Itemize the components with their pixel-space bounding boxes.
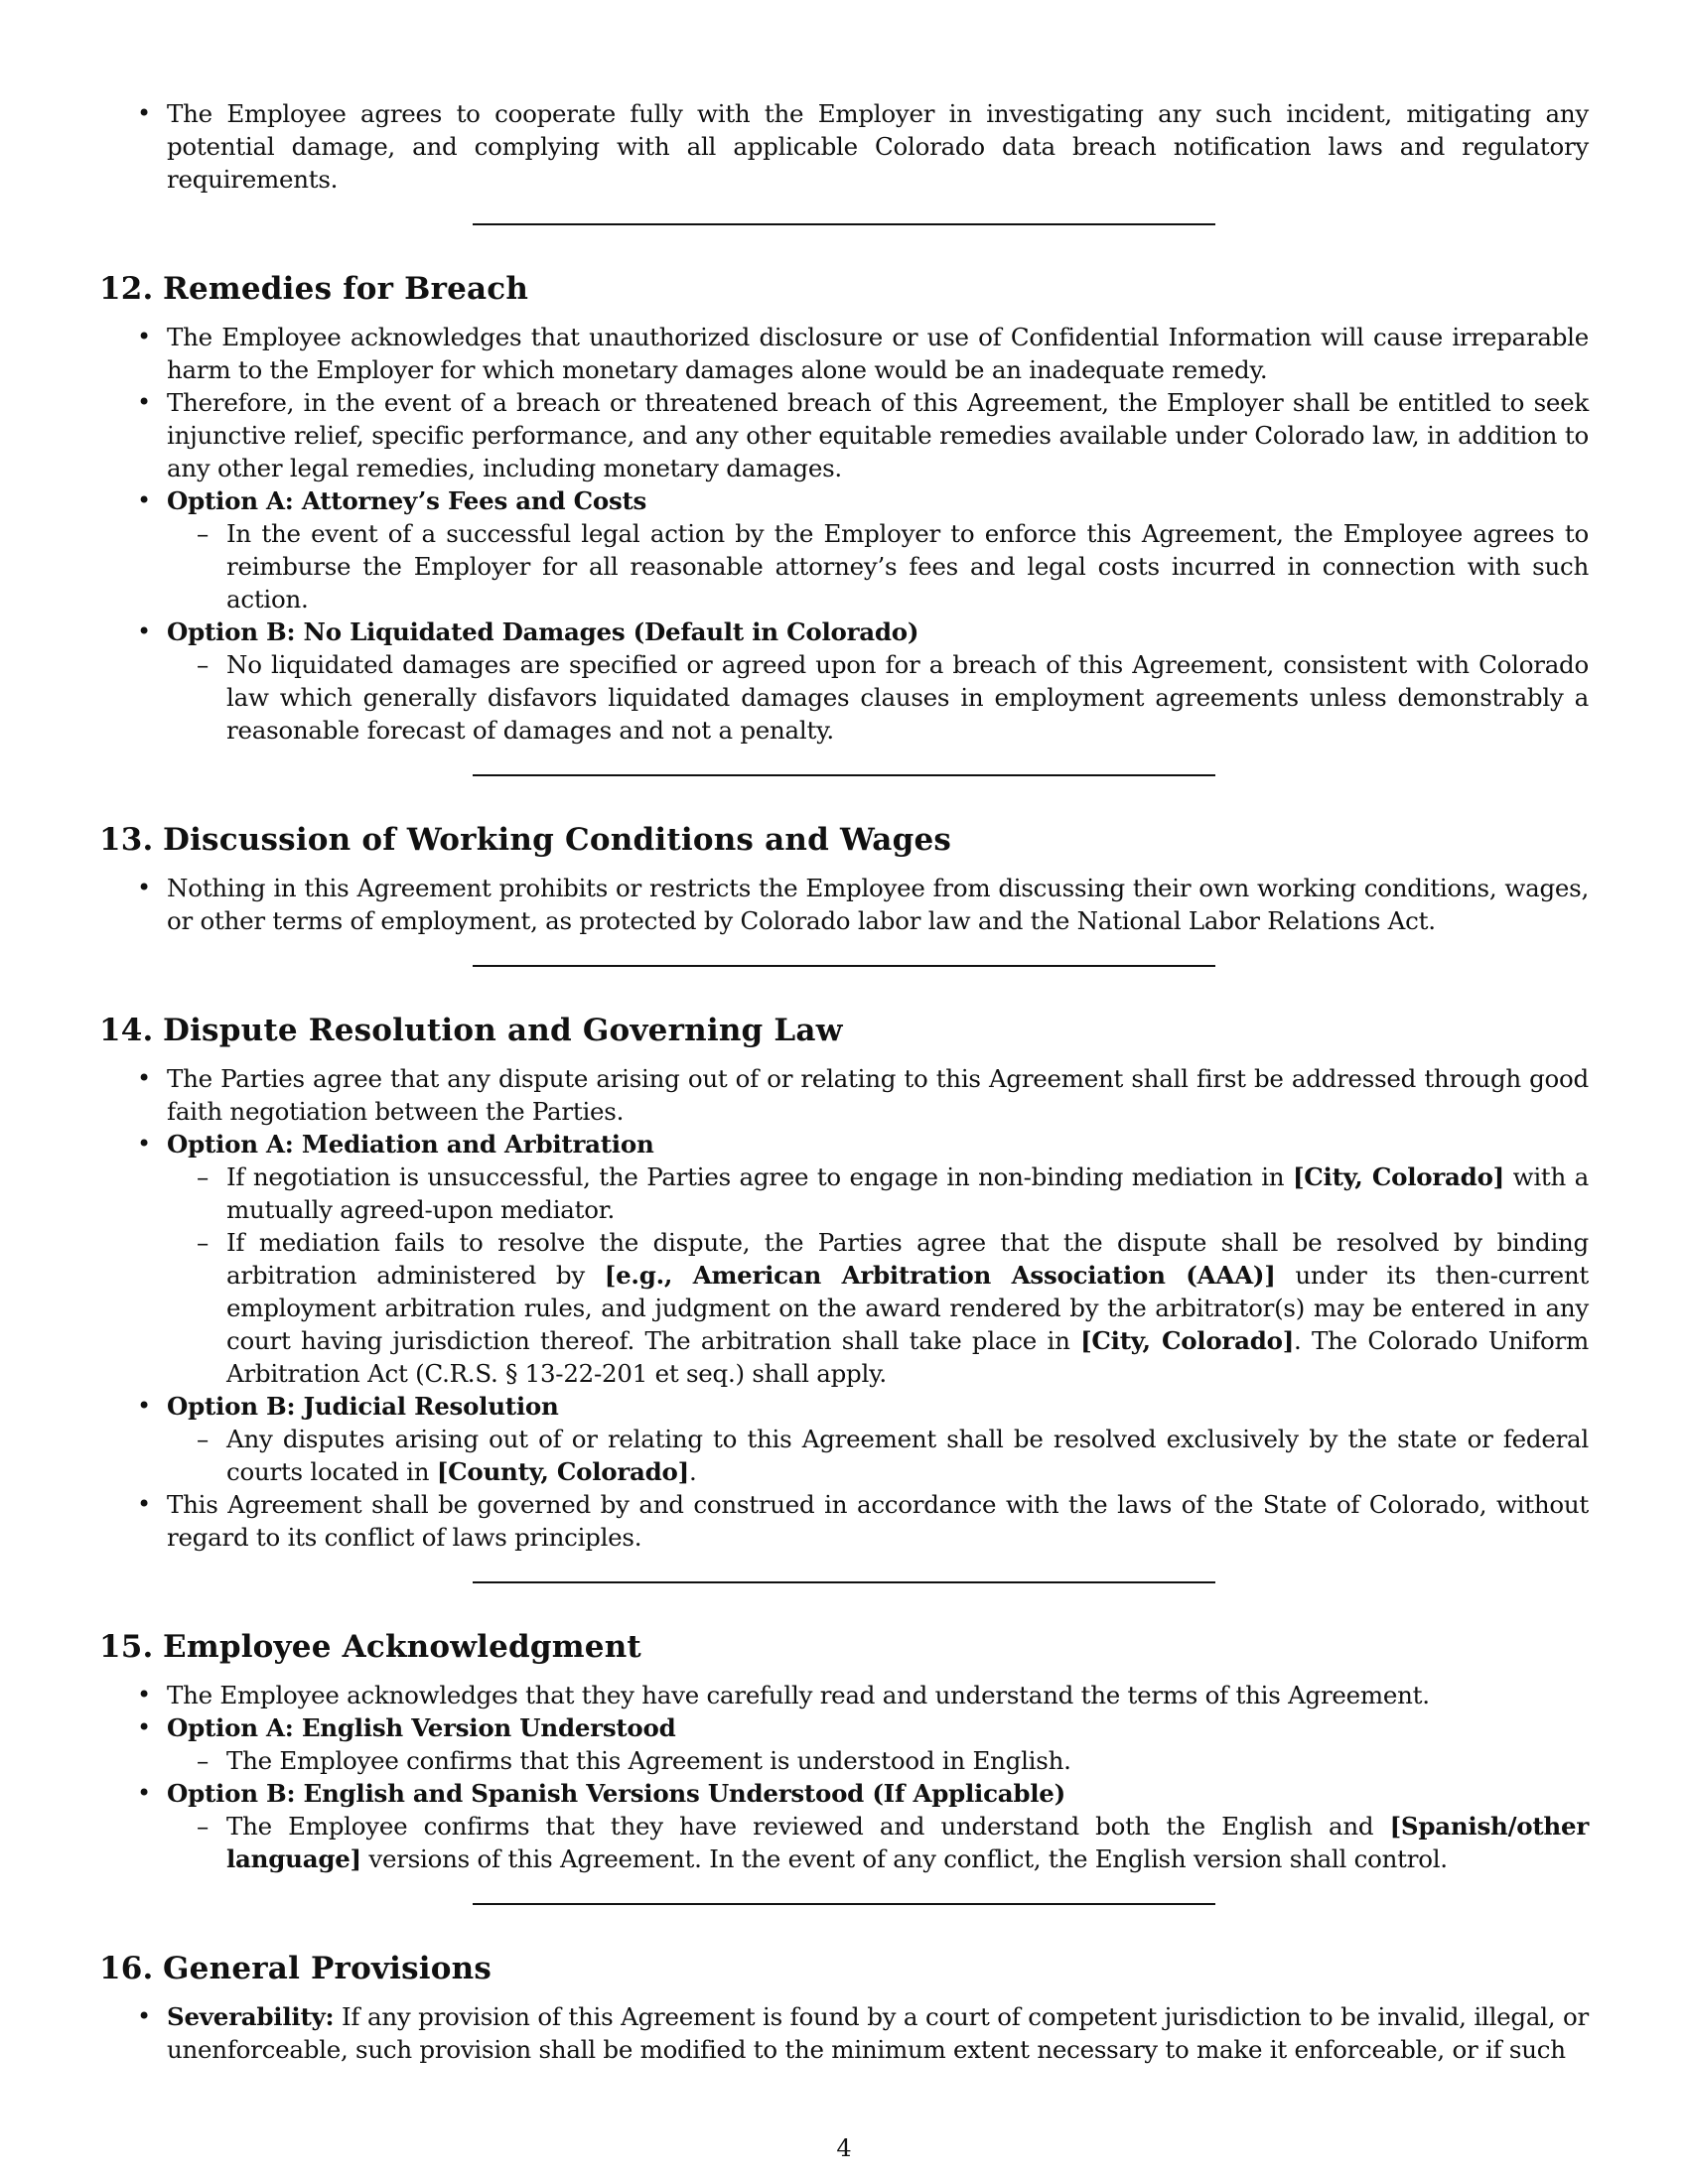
list-item: • The Employee acknowledges that they have carefully read and understand the terms of this Agreement. — [99, 1679, 1589, 1711]
section-number: 12. — [99, 271, 154, 307]
option-label: Option B: English and Spanish Versions Understood (If Applicable) — [167, 1779, 1065, 1808]
text-run: If negotiation is unsuccessful, the Parties agree to engage in non-binding mediation in — [226, 1162, 1293, 1191]
text-run: If any provision of this Agreement is found by a court of competent jurisdiction to be invalid, illegal, or unenforceable, such provision shall be modified to the minimum extent necessary to make it enforceable, or if such — [167, 2002, 1589, 2064]
option-b-detail: – No liquidated damages are specified or agreed upon for a breach of this Agreement, consistent with Colorado law which generally disfavors liquidated damages clauses in employment agreements unless demonstrably a reasonable forecast of damages and not a penalty. — [99, 648, 1589, 747]
text-run: versions of this Agreement. In the event of any conflict, the English version shall control. — [360, 1844, 1448, 1873]
option-label: Option B: No Liquidated Damages (Default in Colorado) — [167, 617, 919, 646]
page-number: 4 — [836, 2134, 852, 2162]
section-16-heading — [99, 1949, 1589, 1988]
text-run: Any disputes arising out of or relating to this Agreement shall be resolved exclusively by the state or federal courts located in — [226, 1425, 1589, 1486]
option-a-detail: – In the event of a successful legal action by the Employer to enforce this Agreement, the Employee agrees to reimburse the Employer for all reasonable attorney’s fees and legal costs incurred in connection with such action. — [99, 517, 1589, 615]
intro-list — [99, 97, 1589, 196]
option-label: Option A: Attorney’s Fees and Costs — [167, 486, 647, 515]
text-run: under its then-current employment arbitration rules, and judgment on the award rendered by the arbitrator(s) may be entered in any court having jurisdiction thereof. The arbitration shall take place in — [226, 1261, 1589, 1355]
section-divider — [473, 774, 1215, 776]
document-page — [99, 99, 1589, 2066]
option-a-detail — [99, 1160, 1589, 1226]
option-a-item — [99, 1711, 1589, 1744]
section-number: 14. — [99, 1013, 154, 1048]
option-a-detail — [99, 1226, 1589, 1390]
section-number: 15. — [99, 1629, 154, 1665]
section-14-heading — [99, 1011, 1589, 1050]
option-a-item — [99, 484, 1589, 517]
list-item: • This Agreement shall be governed by and construed in accordance with the laws of the State of Colorado, without regard to its conflict of laws principles. — [99, 1488, 1589, 1554]
option-b-item — [99, 1390, 1589, 1423]
list-item: • Therefore, in the event of a breach or threatened breach of this Agreement, the Employer shall be entitled to seek injunctive relief, specific performance, and any other equitable remedies available under Colorado law, in addition to any other legal remedies, including monetary damages. — [99, 386, 1589, 484]
option-b-detail — [99, 1810, 1589, 1875]
section-15-list — [99, 1679, 1589, 1875]
section-divider — [473, 1903, 1215, 1905]
section-16-list — [99, 2000, 1589, 2066]
section-13-list — [99, 872, 1589, 937]
section-number: 16. — [99, 1951, 154, 1986]
section-13-heading — [99, 820, 1589, 860]
text-run: with a mutually agreed-upon mediator. — [226, 1162, 1589, 1224]
placeholder-county: [County, Colorado] — [436, 1457, 689, 1486]
option-b-item — [99, 615, 1589, 648]
list-item — [99, 2000, 1589, 2066]
section-title: Discussion of Working Conditions and Wages — [163, 822, 952, 858]
placeholder-language: [Spanish/other language] — [226, 1812, 1589, 1873]
section-15-heading — [99, 1627, 1589, 1667]
section-title: Dispute Resolution and Governing Law — [163, 1013, 843, 1048]
section-divider — [473, 965, 1215, 967]
severability-label: Severability: — [167, 2002, 335, 2031]
section-12-list — [99, 321, 1589, 747]
option-a-detail: – The Employee confirms that this Agreement is understood in English. — [99, 1744, 1589, 1777]
section-divider — [473, 223, 1215, 225]
list-item: • The Parties agree that any dispute arising out of or relating to this Agreement shall first be addressed through good faith negotiation between the Parties. — [99, 1062, 1589, 1128]
option-label: Option A: Mediation and Arbitration — [167, 1130, 654, 1159]
placeholder-city: [City, Colorado] — [1080, 1326, 1295, 1355]
placeholder-city: [City, Colorado] — [1292, 1162, 1504, 1191]
option-label: Option B: Judicial Resolution — [167, 1392, 559, 1421]
text-run: . The Colorado Uniform Arbitration Act (C.R.S. § 13-22-201 et seq.) shall apply. — [226, 1326, 1589, 1388]
section-12-heading — [99, 269, 1589, 309]
section-14-list — [99, 1062, 1589, 1554]
option-label: Option A: English Version Understood — [167, 1713, 676, 1742]
list-item: • Nothing in this Agreement prohibits or restricts the Employee from discussing their own working conditions, wages, or other terms of employment, as protected by Colorado labor law and the National Labor Relations Act. — [99, 872, 1589, 937]
section-divider — [473, 1581, 1215, 1583]
section-title: Employee Acknowledgment — [163, 1629, 641, 1665]
option-b-item — [99, 1777, 1589, 1810]
section-number: 13. — [99, 822, 154, 858]
option-b-detail — [99, 1423, 1589, 1488]
text-run: . — [688, 1457, 697, 1486]
section-title: Remedies for Breach — [163, 271, 529, 307]
text-run: If mediation fails to resolve the dispute, the Parties agree that the dispute shall be resolved by binding arbitration administered by — [226, 1228, 1589, 1290]
intro-bullet: • The Employee agrees to cooperate fully with the Employer in investigating any such incident, mitigating any potential damage, and complying with all applicable Colorado data breach notification laws and regulatory requirements. — [99, 97, 1589, 196]
section-title: General Provisions — [163, 1951, 492, 1986]
option-a-item — [99, 1128, 1589, 1160]
placeholder-arbitrator: [e.g., American Arbitration Association (AAA)] — [604, 1261, 1276, 1290]
list-item: • The Employee acknowledges that unauthorized disclosure or use of Confidential Information will cause irreparable harm to the Employer for which monetary damages alone would be an inadequate remedy. — [99, 321, 1589, 386]
text-run: The Employee confirms that they have reviewed and understand both the English and — [226, 1812, 1390, 1841]
